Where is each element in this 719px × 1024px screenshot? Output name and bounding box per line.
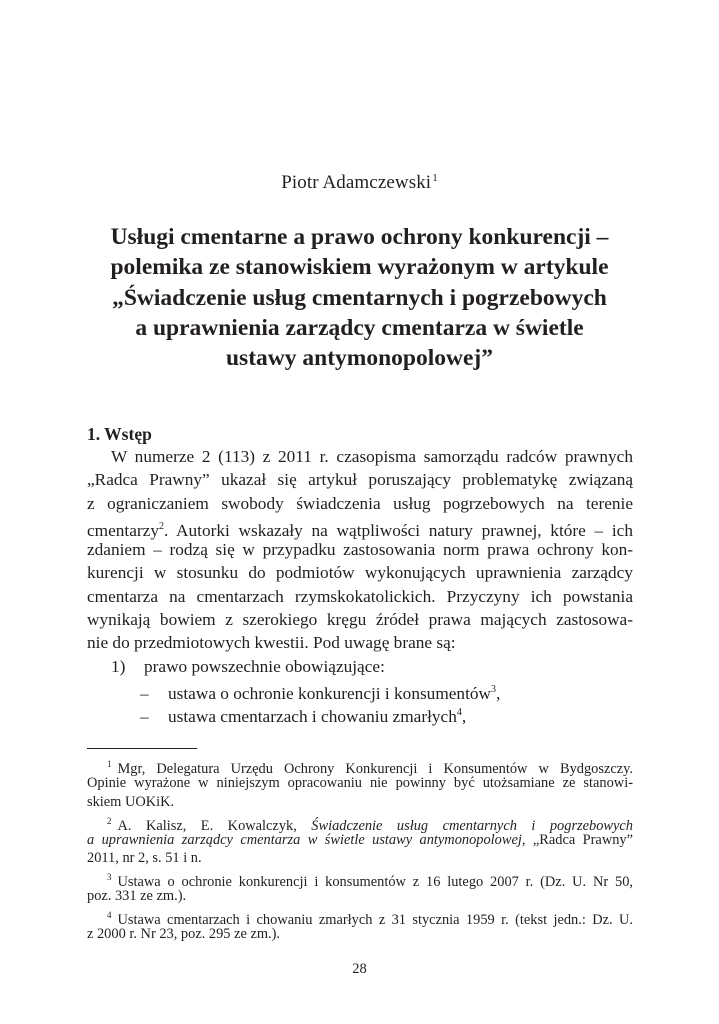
footnote-text: A. Kalisz, E. Kowalczyk, — [117, 817, 312, 834]
footnote-line: z 2000 r. Nr 23, poz. 295 ze zm.). — [87, 926, 281, 943]
list-punct: , — [496, 683, 501, 703]
paragraph-line: wynikają bowiem z szerokiego kręgu źródeł prawa mających zastosowa- — [87, 610, 633, 630]
list-dash: – — [140, 683, 149, 703]
footnote-number: 3 — [107, 872, 112, 883]
paragraph-line: „Radca Prawny” ukazał się artykuł poruszający problematykę związaną — [87, 470, 633, 490]
footnote-line: skiem UOKiK. — [87, 793, 175, 810]
paragraph-line: cmentarza na cmentarzach rzymskokatolickich. Przyczyny ich powstania — [87, 586, 633, 606]
author-name — [0, 172, 719, 194]
footnote-3 — [87, 868, 633, 891]
title-line: polemika ze stanowiskiem wyrażonym w artykule — [110, 254, 609, 281]
list-dash: – — [140, 707, 149, 727]
list-item-text: prawo powszechnie obowiązujące: — [144, 656, 385, 676]
paragraph-line: z ograniczaniem swobody świadczenia usług pogrzebowych na terenie — [87, 493, 633, 513]
title-line: Usługi cmentarne a prawo ochrony konkurencji – — [110, 224, 609, 250]
footnote-text: Ustawa cmentarzach i chowaniu zmarłych z 31 stycznia 1959 r. (tekst jedn.: Dz. U. — [117, 912, 633, 929]
sub-list-item-text: ustawa cmentarzach i chowaniu zmarłych — [168, 707, 457, 727]
footnote-text: Ustawa o ochronie konkurencji i konsumentów z 16 lutego 2007 r. (Dz. U. Nr 50, — [117, 874, 633, 891]
body-paragraph — [87, 445, 633, 725]
footnotes — [87, 755, 633, 944]
page-number: 28 — [352, 961, 367, 977]
footnote-number: 2 — [107, 815, 112, 826]
footnote-cited-title: Świadczenie usług cmentarnych i pogrzebowych — [311, 817, 633, 834]
footnote-2 — [87, 812, 633, 834]
section-heading: 1. Wstęp — [87, 424, 152, 444]
footnote-text: , „Radca Prawny” — [521, 831, 633, 848]
list-punct: , — [461, 707, 467, 727]
title-line: ustawy antymonopolowej” — [225, 345, 493, 372]
footnote-divider — [87, 748, 197, 749]
article-title — [80, 222, 639, 373]
footnote-4 — [87, 906, 633, 929]
paragraph-line — [87, 515, 633, 538]
author-name-text: Piotr Adamczewski — [281, 172, 432, 193]
footnote-number: 1 — [107, 759, 112, 769]
paragraph-text: . Autorki wskazały na wątpliwości natury prawnej, które – ich — [163, 520, 633, 540]
footnote-text: Mgr, Delegatura Urzędu Ochrony Konkurencji i Konsumentów w Bydgoszczy. — [117, 761, 633, 777]
footnote-ref-3[interactable]: 3 — [491, 683, 496, 695]
footnote-line: poz. 331 ze zm.). — [87, 888, 187, 905]
title-line: „Świadczenie usług cmentarnych i pogrzebowych — [112, 284, 607, 311]
paragraph-line: W numerze 2 (113) z 2011 r. czasopisma samorządu radców prawnych — [111, 447, 633, 466]
list-item-number: 1) — [111, 656, 126, 676]
sub-list-item — [87, 678, 633, 701]
footnote-number: 4 — [107, 910, 112, 921]
paragraph-line: kurencji w stosunku do podmiotów wykonujących uprawnienia zarządcy — [87, 563, 633, 583]
paragraph-text: cmentarzy — [87, 520, 159, 540]
title-line: a uprawnienia zarządcy cmentarza w świetle — [135, 314, 584, 341]
footnote-ref-2[interactable]: 2 — [158, 520, 164, 532]
footnote-cited-title: a uprawnienia zarządcy cmentarza w świetle ustawy antymonopolowej — [87, 831, 522, 848]
list-item — [87, 655, 633, 678]
paragraph-line: zdaniem – rodzą się w przypadku zastosowania norm prawa ochrony kon- — [87, 540, 633, 560]
sub-list-item — [87, 701, 633, 727]
sub-list-item-text: ustawa o ochronie konkurencji i konsumentów — [168, 683, 491, 703]
footnote-line — [87, 831, 633, 850]
footnote-ref-4[interactable]: 4 — [456, 707, 462, 719]
footnote-1 — [87, 755, 633, 777]
paragraph-line: nie do przedmiotowych kwestii. Pod uwagę brane są: — [87, 633, 456, 653]
footnote-line: 2011, nr 2, s. 51 i n. — [87, 850, 202, 867]
footnote-line: Opinie wyrażone w niniejszym opracowaniu nie powinny być utożsamiane ze stanowi- — [87, 774, 633, 791]
author-footnote-ref[interactable]: 1 — [432, 172, 438, 184]
